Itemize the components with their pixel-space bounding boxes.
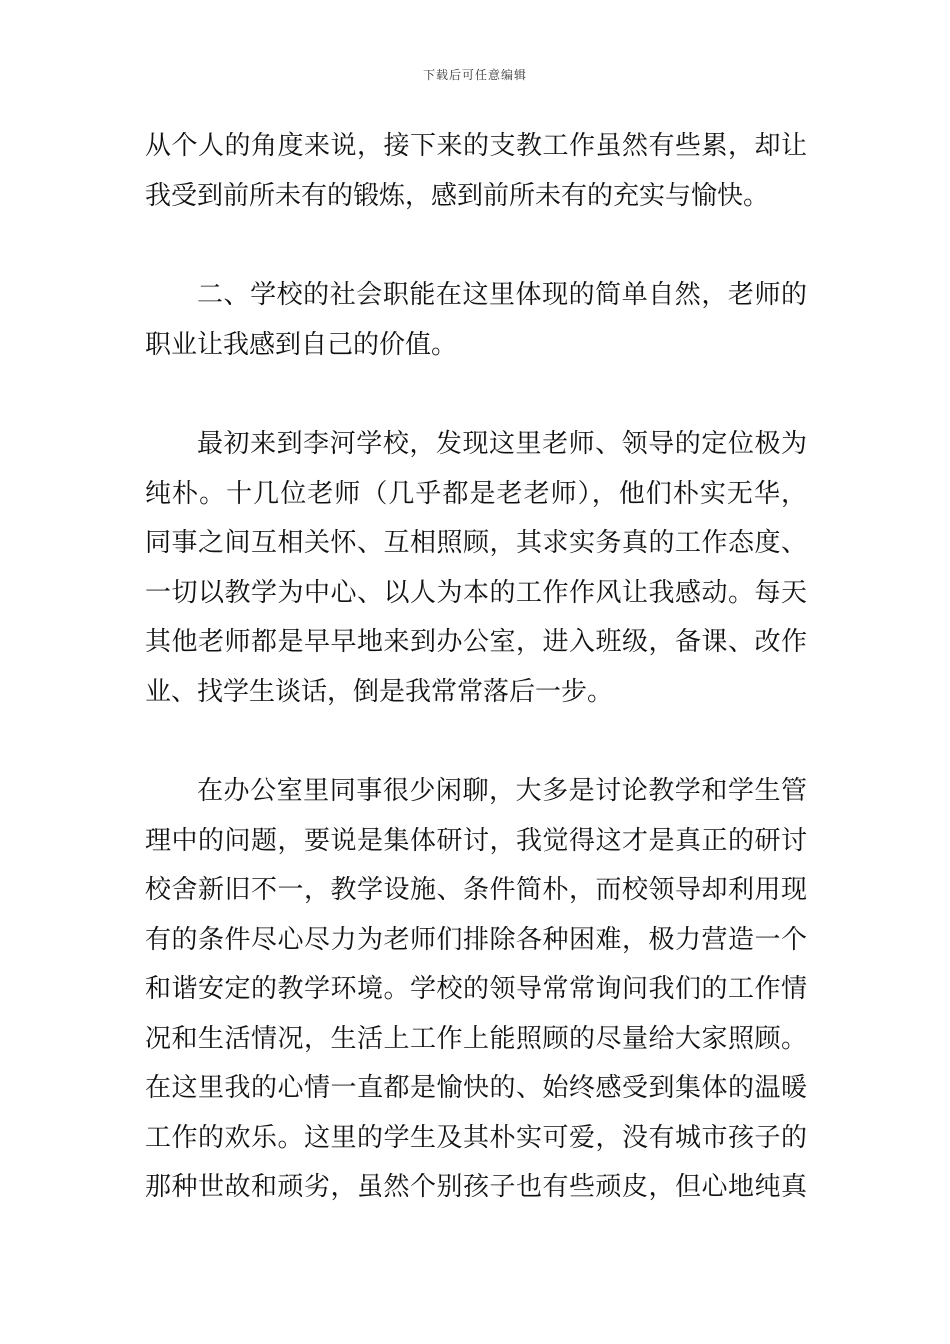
paragraph-1 bbox=[145, 122, 807, 221]
text-line: 有的条件尽心尽力为老师们排除各种困难，极力营造一个 bbox=[145, 924, 807, 955]
text-line: 纯朴。十几位老师（几乎都是老老师），他们朴实无华， bbox=[145, 478, 807, 509]
paragraph-gap bbox=[145, 717, 807, 767]
page-header: 下载后可任意编辑 bbox=[422, 68, 527, 82]
text-line: 我受到前所未有的锻炼，感到前所未有的充实与愉快。 bbox=[145, 180, 770, 211]
text-line: 其他老师都是早早地来到办公室，进入班级，备课、改作 bbox=[145, 627, 807, 657]
text-line: 从个人的角度来说，接下来的支教工作虽然有些累，却让 bbox=[145, 131, 807, 161]
paragraph-gap bbox=[145, 370, 807, 420]
text-line: 二、学校的社会职能在这里体现的简单自然，老师的 bbox=[197, 280, 807, 310]
paragraph-4 bbox=[145, 767, 807, 1213]
paragraph-3 bbox=[145, 420, 807, 717]
paragraph-gap bbox=[145, 221, 807, 271]
text-line: 和谐安定的教学环境。学校的领导常常询问我们的工作情 bbox=[145, 974, 807, 1004]
text-line: 工作的欢乐。这里的学生及其朴实可爱，没有城市孩子的 bbox=[145, 1122, 807, 1153]
text-line: 况和生活情况，生活上工作上能照顾的尽量给大家照顾。 bbox=[145, 1023, 807, 1054]
text-line: 校舍新旧不一，教学设施、条件简朴，而校领导却利用现 bbox=[145, 875, 807, 905]
text-line: 业、找学生谈话，倒是我常常落后一步。 bbox=[145, 676, 614, 707]
text-line: 最初来到李河学校，发现这里老师、领导的定位极为 bbox=[197, 429, 807, 459]
document-body bbox=[145, 122, 807, 1213]
text-line: 那种世故和顽劣，虽然个别孩子也有些顽皮，但心地纯真 bbox=[145, 1172, 807, 1202]
text-line: 一切以教学为中心、以人为本的工作作风让我感动。每天 bbox=[145, 577, 807, 608]
paragraph-2 bbox=[145, 271, 807, 370]
text-line: 在办公室里同事很少闲聊，大多是讨论教学和学生管 bbox=[197, 776, 807, 806]
text-line: 理中的问题，要说是集体研讨，我觉得这才是真正的研讨 bbox=[145, 825, 807, 856]
text-line: 在这里我的心情一直都是愉快的、始终感受到集体的温暖 bbox=[145, 1073, 807, 1103]
text-line: 同事之间互相关怀、互相照顾，其求实务真的工作态度、 bbox=[145, 528, 807, 558]
text-line: 职业让我感到自己的价值。 bbox=[145, 329, 458, 360]
